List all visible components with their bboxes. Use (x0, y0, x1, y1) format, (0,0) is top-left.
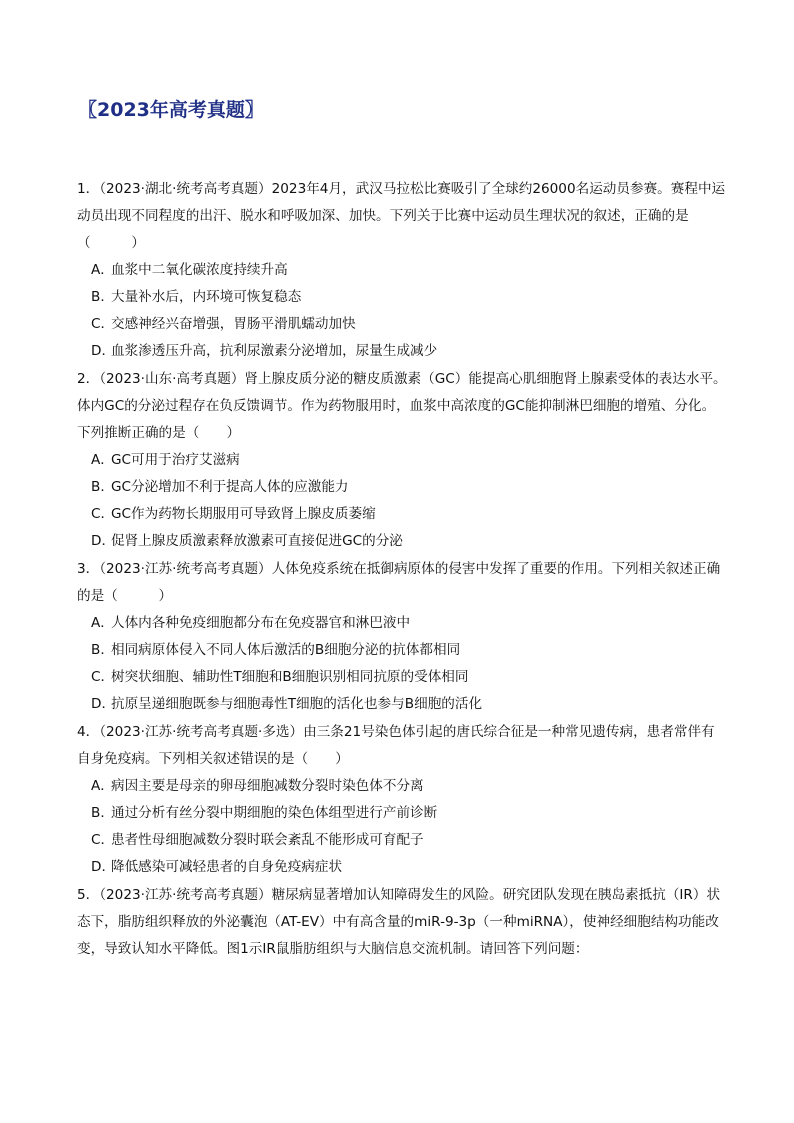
option-d: D．促肾上腺皮质激素释放激素可直接促进GC的分泌 (91, 533, 403, 549)
option-c: C．交感神经兴奋增强，胃肠平滑肌蠕动加快 (91, 316, 356, 332)
option-a: A．人体内各种免疫细胞都分布在免疫器官和淋巴液中 (91, 615, 411, 631)
question-stem-line: 下列推断正确的是（ ） (77, 425, 241, 441)
option-b: B．GC分泌增加不利于提高人体的应激能力 (91, 479, 349, 495)
question-stem-line: 4．（2023·江苏·统考高考真题·多选）由三条21号染色体引起的唐氏综合征是一种常见遗传病，患者常伴有 (77, 724, 715, 740)
option-d: D．降低感染可减轻患者的自身免疫病症状 (91, 859, 343, 875)
question-stem-line: 自身免疫病。下列相关叙述错误的是（ ） (77, 751, 349, 767)
question-stem-line: 的是（ ） (77, 588, 173, 604)
option-a: A．病因主要是母亲的卵母细胞减数分裂时染色体不分离 (91, 778, 424, 794)
question-2 (77, 366, 727, 555)
option-a: A．GC可用于治疗艾滋病 (91, 452, 240, 468)
question-stem-line: 动员出现不同程度的出汗、脱水和呼吸加深、加快。下列关于比赛中运动员生理状况的叙述，正确的是 (77, 208, 689, 224)
option-d: D．抗原呈递细胞既参与细胞毒性T细胞的活化也参与B细胞的活化 (91, 696, 483, 712)
option-c: C．树突状细胞、辅助性T细胞和B细胞识别相同抗原的受体相同 (91, 669, 469, 685)
question-stem-line: 态下，脂肪组织释放的外泌囊泡（AT-EV）中有高含量的miR-9-3p（一种miRNA），使神经细胞结构功能改 (77, 914, 719, 930)
option-c: C．GC作为药物长期服用可导致肾上腺皮质萎缩 (91, 506, 376, 522)
section-title: 〖2023年高考真题〗 (78, 99, 264, 121)
option-c: C．患者性母细胞减数分裂时联会紊乱不能形成可育配子 (91, 832, 424, 848)
option-a: A．血浆中二氧化碳浓度持续升高 (91, 262, 288, 278)
question-stem-line: 2．（2023·山东·高考真题）肾上腺皮质分泌的糖皮质激素（GC）能提高心肌细胞肾上腺素受体的表达水平。 (77, 371, 727, 387)
question-1 (77, 176, 727, 365)
question-stem-line: 3．（2023·江苏·统考高考真题）人体免疫系统在抵御病原体的侵害中发挥了重要的作用。下列相关叙述正确 (77, 561, 721, 577)
question-stem-line: 体内GC的分泌过程存在负反馈调节。作为药物服用时，血浆中高浓度的GC能抑制淋巴细胞的增殖、分化。 (77, 398, 716, 414)
question-5 (77, 882, 727, 963)
option-d: D．血浆渗透压升高，抗利尿激素分泌增加，尿量生成减少 (91, 343, 438, 359)
question-stem-line: 变，导致认知水平降低。图1示IR鼠脂肪组织与大脑信息交流机制。请回答下列问题： (77, 941, 589, 957)
question-4 (77, 719, 727, 881)
option-b: B．相同病原体侵入不同人体后激活的B细胞分泌的抗体都相同 (91, 642, 461, 658)
question-stem-line: 1．（2023·湖北·统考高考真题）2023年4月，武汉马拉松比赛吸引了全球约26000名运动员参赛。赛程中运 (77, 181, 726, 197)
question-stem-line: 5．（2023·江苏·统考高考真题）糖尿病显著增加认知障碍发生的风险。研究团队发现在胰岛素抵抗（IR）状 (77, 887, 721, 903)
question-stem-line: （ ） (77, 235, 145, 251)
option-b: B．大量补水后，内环境可恢复稳态 (91, 289, 302, 305)
question-3 (77, 556, 727, 718)
option-b: B．通过分析有丝分裂中期细胞的染色体组型进行产前诊断 (91, 805, 438, 821)
